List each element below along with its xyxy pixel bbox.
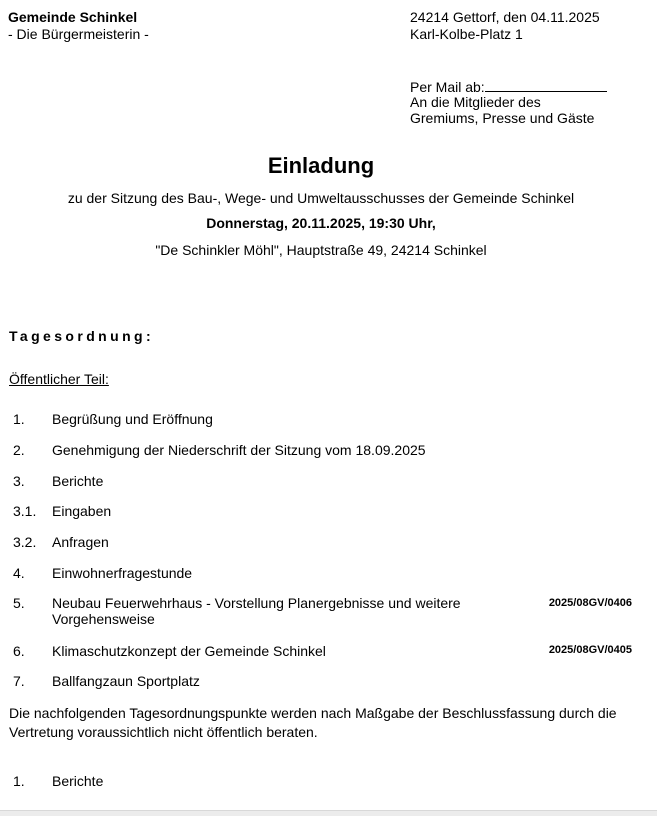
public-section-heading: Öffentlicher Teil: bbox=[9, 371, 109, 387]
agenda-item-text: Klimaschutzkonzept der Gemeinde Schinkel bbox=[52, 643, 326, 659]
agenda-item-text: Genehmigung der Niederschrift der Sitzung vom 18.09.2025 bbox=[52, 442, 426, 458]
agenda-item-text: Anfragen bbox=[52, 534, 109, 550]
agenda-item-number: 3. bbox=[13, 473, 25, 489]
sender-role: - Die Bürgermeisterin - bbox=[8, 26, 149, 42]
page-bottom-edge bbox=[0, 810, 657, 816]
nonpublic-note: Die nachfolgenden Tagesordnungspunkte werden nach Maßgabe der Beschlussfassung durch die Vertretung voraussichtlich nicht öffentlich beraten. bbox=[9, 705, 617, 740]
mail-label: Per Mail ab: bbox=[410, 79, 485, 95]
agenda-item-text: Begrüßung und Eröffnung bbox=[52, 411, 213, 427]
agenda-item-text: Berichte bbox=[52, 473, 104, 489]
agenda-item-number: 1. bbox=[13, 411, 25, 427]
meeting-date-time: Donnerstag, 20.11.2025, 19:30 Uhr, bbox=[206, 215, 436, 231]
meeting-venue: "De Schinkler Möhl", Hauptstraße 49, 24214 Schinkel bbox=[155, 242, 487, 258]
recipient-line-2: Gremiums, Presse und Gäste bbox=[410, 110, 595, 126]
agenda-item-reference: 2025/08GV/0405 bbox=[548, 644, 632, 656]
agenda-item-text: Berichte bbox=[52, 773, 104, 789]
agenda-item-number: 4. bbox=[13, 565, 25, 581]
meeting-subtitle: zu der Sitzung des Bau-, Wege- und Umweltausschusses der Gemeinde Schinkel bbox=[67, 190, 575, 206]
agenda-item-text: Eingaben bbox=[52, 503, 112, 519]
agenda-item-reference: 2025/08GV/0406 bbox=[548, 597, 632, 609]
agenda-item-number: 2. bbox=[13, 442, 25, 458]
mail-line bbox=[410, 78, 607, 95]
agenda-item-number: 6. bbox=[13, 643, 25, 659]
sender-name: Gemeinde Schinkel bbox=[8, 9, 138, 25]
agenda-item-text: Ballfangzaun Sportplatz bbox=[52, 673, 200, 689]
mail-date-blank bbox=[485, 78, 607, 92]
recipient-line-1: An die Mitglieder des bbox=[410, 94, 541, 110]
agenda-item-number: 1. bbox=[13, 773, 25, 789]
agenda-item-number: 5. bbox=[13, 595, 25, 611]
agenda-item-text: Einwohnerfragestunde bbox=[52, 565, 193, 581]
document-title: Einladung bbox=[267, 153, 375, 178]
agenda-item-number: 3.2. bbox=[13, 534, 37, 550]
agenda-item-number: 3.1. bbox=[13, 503, 37, 519]
place-date: 24214 Gettorf, den 04.11.2025 bbox=[410, 9, 600, 25]
agenda-heading: Tagesordnung: bbox=[9, 328, 155, 344]
agenda-item-number: 7. bbox=[13, 673, 25, 689]
agenda-item-text: Neubau Feuerwehrhaus - Vorstellung Planergebnisse und weitere Vorgehensweise bbox=[52, 595, 461, 627]
sender-address: Karl-Kolbe-Platz 1 bbox=[410, 26, 523, 42]
